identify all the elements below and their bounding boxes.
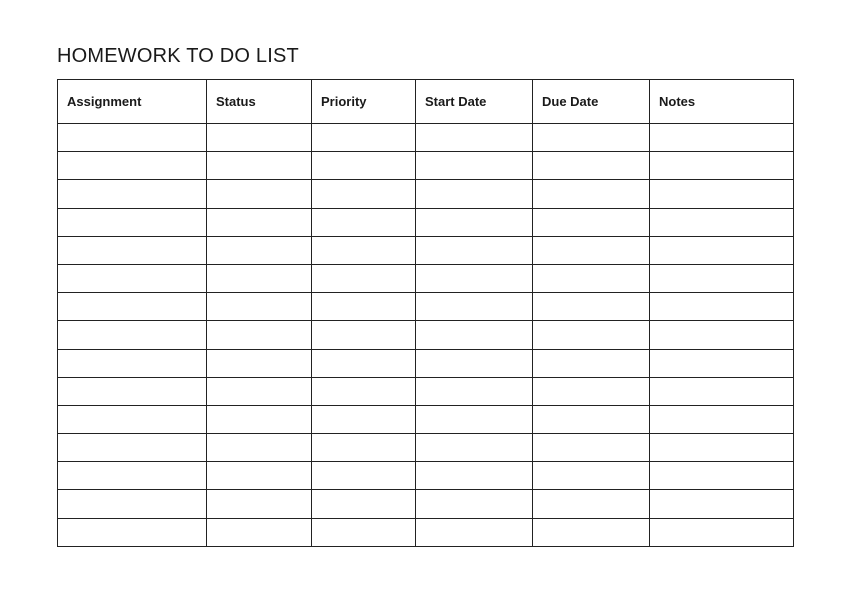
cell-due-date[interactable]: [533, 321, 650, 349]
cell-start-date[interactable]: [416, 152, 533, 180]
column-header-priority: Priority: [312, 80, 416, 124]
cell-status[interactable]: [207, 462, 312, 490]
cell-start-date[interactable]: [416, 518, 533, 546]
cell-assignment[interactable]: [58, 124, 207, 152]
cell-notes[interactable]: [650, 293, 794, 321]
cell-status[interactable]: [207, 152, 312, 180]
cell-status[interactable]: [207, 124, 312, 152]
cell-status[interactable]: [207, 490, 312, 518]
cell-assignment[interactable]: [58, 462, 207, 490]
cell-due-date[interactable]: [533, 152, 650, 180]
cell-start-date[interactable]: [416, 377, 533, 405]
cell-priority[interactable]: [312, 208, 416, 236]
cell-priority[interactable]: [312, 236, 416, 264]
cell-start-date[interactable]: [416, 293, 533, 321]
page-title: HOMEWORK TO DO LIST: [57, 45, 299, 67]
cell-assignment[interactable]: [58, 434, 207, 462]
cell-status[interactable]: [207, 518, 312, 546]
cell-notes[interactable]: [650, 405, 794, 433]
cell-due-date[interactable]: [533, 377, 650, 405]
table-row: [58, 236, 794, 264]
table-row: [58, 124, 794, 152]
cell-notes[interactable]: [650, 124, 794, 152]
cell-due-date[interactable]: [533, 124, 650, 152]
cell-due-date[interactable]: [533, 349, 650, 377]
cell-start-date[interactable]: [416, 321, 533, 349]
cell-priority[interactable]: [312, 152, 416, 180]
cell-priority[interactable]: [312, 405, 416, 433]
cell-assignment[interactable]: [58, 264, 207, 292]
table-row: [58, 462, 794, 490]
table-row: [58, 293, 794, 321]
table-row: [58, 152, 794, 180]
cell-status[interactable]: [207, 349, 312, 377]
cell-status[interactable]: [207, 434, 312, 462]
cell-priority[interactable]: [312, 490, 416, 518]
cell-status[interactable]: [207, 208, 312, 236]
cell-assignment[interactable]: [58, 490, 207, 518]
homework-table: [57, 79, 794, 547]
cell-start-date[interactable]: [416, 236, 533, 264]
table-row: [58, 180, 794, 208]
cell-assignment[interactable]: [58, 321, 207, 349]
cell-status[interactable]: [207, 405, 312, 433]
cell-notes[interactable]: [650, 152, 794, 180]
table-row: [58, 321, 794, 349]
cell-notes[interactable]: [650, 264, 794, 292]
cell-start-date[interactable]: [416, 180, 533, 208]
cell-priority[interactable]: [312, 349, 416, 377]
cell-priority[interactable]: [312, 264, 416, 292]
cell-start-date[interactable]: [416, 349, 533, 377]
table-row: [58, 349, 794, 377]
cell-due-date[interactable]: [533, 434, 650, 462]
cell-notes[interactable]: [650, 349, 794, 377]
cell-start-date[interactable]: [416, 264, 533, 292]
cell-due-date[interactable]: [533, 264, 650, 292]
cell-assignment[interactable]: [58, 152, 207, 180]
cell-due-date[interactable]: [533, 518, 650, 546]
cell-assignment[interactable]: [58, 236, 207, 264]
table-header-row: [58, 80, 794, 124]
cell-assignment[interactable]: [58, 208, 207, 236]
cell-notes[interactable]: [650, 208, 794, 236]
column-header-due-date: Due Date: [533, 80, 650, 124]
cell-notes[interactable]: [650, 321, 794, 349]
cell-assignment[interactable]: [58, 405, 207, 433]
table-row: [58, 377, 794, 405]
cell-status[interactable]: [207, 264, 312, 292]
cell-status[interactable]: [207, 293, 312, 321]
cell-assignment[interactable]: [58, 180, 207, 208]
column-header-assignment: Assignment: [58, 80, 207, 124]
cell-start-date[interactable]: [416, 462, 533, 490]
cell-start-date[interactable]: [416, 208, 533, 236]
cell-notes[interactable]: [650, 180, 794, 208]
cell-notes[interactable]: [650, 236, 794, 264]
cell-start-date[interactable]: [416, 405, 533, 433]
cell-status[interactable]: [207, 377, 312, 405]
table-row: [58, 490, 794, 518]
cell-assignment[interactable]: [58, 293, 207, 321]
cell-notes[interactable]: [650, 462, 794, 490]
cell-priority[interactable]: [312, 321, 416, 349]
cell-status[interactable]: [207, 321, 312, 349]
cell-notes[interactable]: [650, 377, 794, 405]
table-row: [58, 208, 794, 236]
cell-notes[interactable]: [650, 490, 794, 518]
cell-priority[interactable]: [312, 377, 416, 405]
cell-due-date[interactable]: [533, 405, 650, 433]
cell-status[interactable]: [207, 180, 312, 208]
column-header-start-date: Start Date: [416, 80, 533, 124]
cell-priority[interactable]: [312, 180, 416, 208]
cell-start-date[interactable]: [416, 434, 533, 462]
cell-assignment[interactable]: [58, 518, 207, 546]
cell-priority[interactable]: [312, 434, 416, 462]
cell-start-date[interactable]: [416, 124, 533, 152]
cell-priority[interactable]: [312, 518, 416, 546]
cell-priority[interactable]: [312, 462, 416, 490]
cell-start-date[interactable]: [416, 490, 533, 518]
cell-assignment[interactable]: [58, 377, 207, 405]
cell-due-date[interactable]: [533, 490, 650, 518]
table-row: [58, 405, 794, 433]
table-row: [58, 264, 794, 292]
table-row: [58, 434, 794, 462]
cell-due-date[interactable]: [533, 208, 650, 236]
cell-notes[interactable]: [650, 518, 794, 546]
cell-priority[interactable]: [312, 124, 416, 152]
cell-notes[interactable]: [650, 434, 794, 462]
cell-assignment[interactable]: [58, 349, 207, 377]
cell-status[interactable]: [207, 236, 312, 264]
table-row: [58, 518, 794, 546]
column-header-status: Status: [207, 80, 312, 124]
cell-due-date[interactable]: [533, 236, 650, 264]
cell-due-date[interactable]: [533, 462, 650, 490]
cell-priority[interactable]: [312, 293, 416, 321]
cell-due-date[interactable]: [533, 180, 650, 208]
column-header-notes: Notes: [650, 80, 794, 124]
cell-due-date[interactable]: [533, 293, 650, 321]
